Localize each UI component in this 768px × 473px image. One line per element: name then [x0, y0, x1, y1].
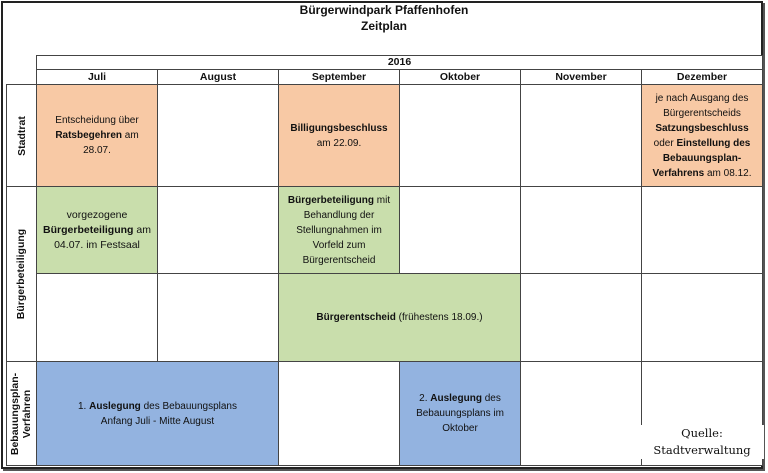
page-title: Bürgerwindpark Pfaffenhofen [299, 3, 469, 17]
row-header-buergerbeteiligung: Bürgerbeteiligung [6, 186, 37, 362]
row-header-bebauungsplan: Bebauungsplan-Verfahren [6, 361, 37, 466]
cell-buergerentscheid: Bürgerentscheid (frühestens 18.09.) [278, 273, 521, 362]
cell-stadtrat-september: Billigungsbeschluss am 22.09. [278, 84, 400, 187]
cell-entscheid-november [520, 273, 642, 362]
page-subtitle: Zeitplan [360, 19, 407, 33]
month-header-dezember: Dezember [641, 69, 763, 85]
cell-stadtrat-dezember: je nach Ausgang des Bürgerentscheids Satzungsbeschluss oder Einstellung des Bebauungsplan-Verfahrens am 08.12. [641, 84, 763, 187]
cell-beteiligung-dezember [641, 186, 763, 274]
month-header-juli: Juli [36, 69, 158, 85]
row-header-stadtrat: Stadtrat [6, 84, 37, 187]
cell-auslegung-1: 1. Auslegung des Bebauungsplans Anfang Juli - Mitte August [36, 361, 279, 466]
cell-beteiligung-november [520, 186, 642, 274]
cell-stadtrat-oktober [399, 84, 521, 187]
cell-beteiligung-oktober [399, 186, 521, 274]
cell-stadtrat-august [157, 84, 279, 187]
month-header-august: August [157, 69, 279, 85]
cell-stadtrat-november [520, 84, 642, 187]
cell-stadtrat-juli: Entscheidung über Ratsbegehren am 28.07. [36, 84, 158, 187]
cell-entscheid-dezember [641, 273, 763, 362]
cell-beteiligung-juli: vorgezogene Bürgerbeteiligung am 04.07. im Festsaal [36, 186, 158, 274]
cell-beteiligung-august [157, 186, 279, 274]
cell-verfahren-november [520, 361, 642, 466]
cell-entscheid-juli [36, 273, 158, 362]
month-header-november: November [520, 69, 642, 85]
cell-beteiligung-september: Bürgerbeteiligung mit Behandlung der Stellungnahmen im Vorfeld zum Bürgerentscheid [278, 186, 400, 274]
year-header: 2016 [36, 55, 763, 70]
month-header-oktober: Oktober [399, 69, 521, 85]
cell-verfahren-september [278, 361, 400, 466]
month-header-september: September [278, 69, 400, 85]
cell-entscheid-august [157, 273, 279, 362]
cell-auslegung-2: 2. Auslegung des Bebauungsplans im Oktober [399, 361, 521, 466]
source-note: Quelle: Stadtverwaltung [640, 425, 764, 459]
